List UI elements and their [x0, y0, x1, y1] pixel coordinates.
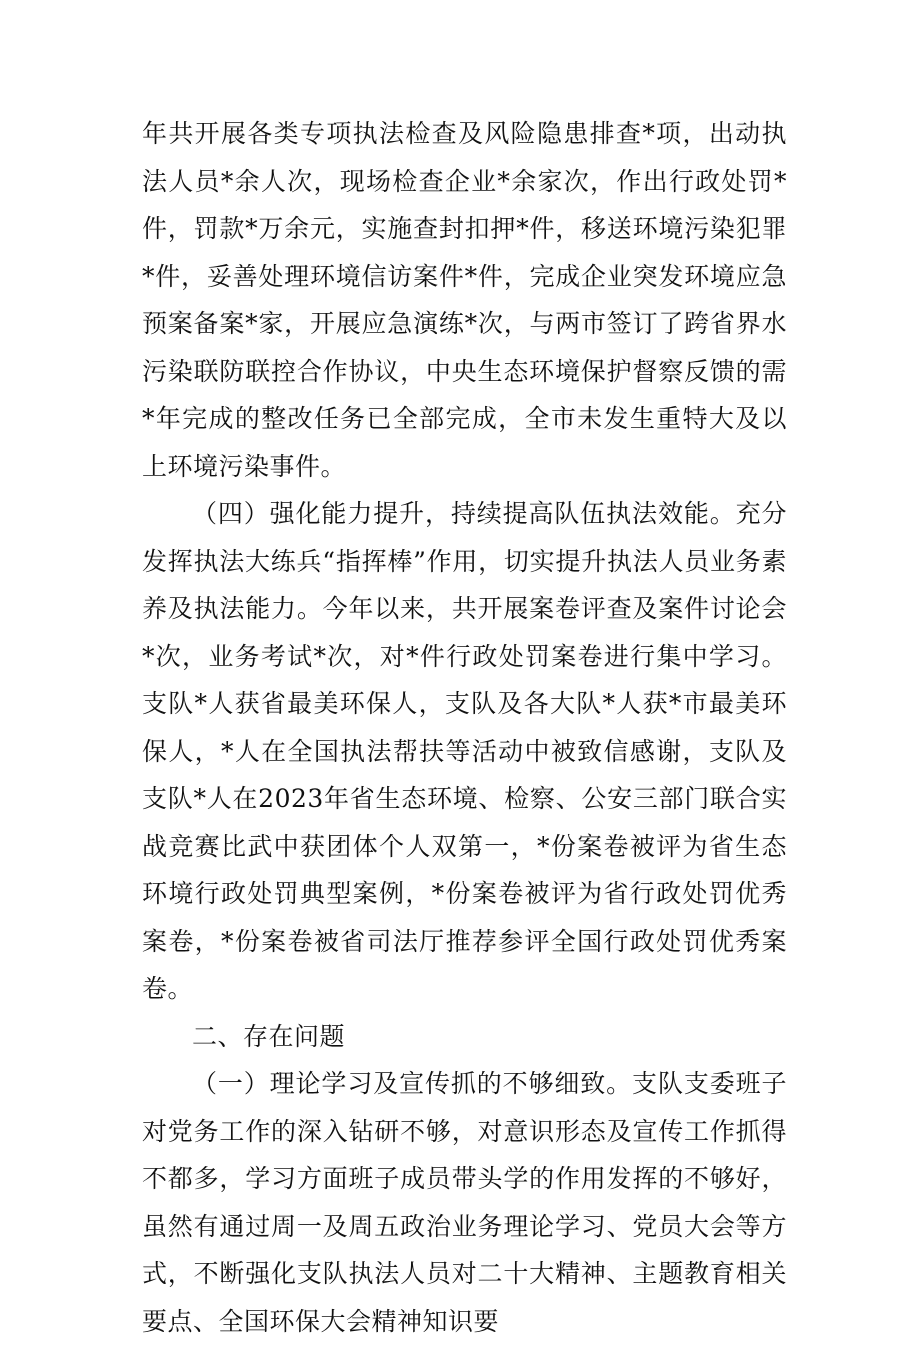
paragraph-capacity-building: （四）强化能力提升，持续提高队伍执法效能。充分发挥执法大练兵“指挥棒”作用，切实提升执法人员业务素养及执法能力。今年以来，共开展案卷评查及案件讨论会*次，业务考试*次，对*件行政处罚案卷进行集中学习。支队*人获省最美环保人，支队及各大队*人获*市最美环保人，*人在全国执法帮扶等活动中被致信感谢，支队及支队*人在2023年省生态环境、检察、公安三部门联合实战竞赛比武中获团体个人双第一，*份案卷被评为省生态环境行政处罚典型案例，*份案卷被评为省行政处罚优秀案卷，*份案卷被省司法厅推荐参评全国行政处罚优秀案卷。 — [142, 499, 787, 1003]
paragraph-enforcement-stats: 年共开展各类专项执法检查及风险隐患排查*项，出动执法人员*余人次，现场检查企业*余家次，作出行政处罚*件，罚款*万余元，实施查封扣押*件，移送环境污染犯罪*件，妥善处理环境信访案件*件，完成企业突发环境应急预案备案*家，开展应急演练*次，与两市签订了跨省界水污染联防联控合作协议，中央生态环境保护督察反馈的需*年完成的整改任务已全部完成，全市未发生重特大及以上环境污染事件。 — [142, 119, 787, 481]
section-heading-problems: 二、存在问题 — [192, 1021, 346, 1051]
paragraph-theory-study: （一）理论学习及宣传抓的不够细致。支队支委班子对党务工作的深入钻研不够，对意识形态及宣传工作抓得不都多，学习方面班子成员带头学的作用发挥的不够好，虽然有通过周一及周五政治业务理论学习、党员大会等方式，不断强化支队执法人员对二十大精神、主题教育相关要点、全国环保大会精神知识要 — [142, 1069, 787, 1336]
document-body — [142, 110, 787, 1345]
